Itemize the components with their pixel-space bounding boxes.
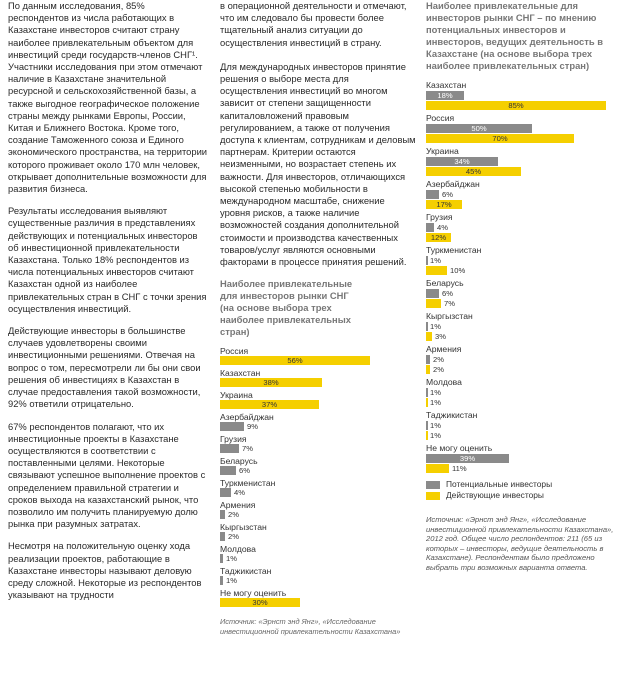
bar-chart-investor-comparison (426, 80, 618, 473)
bar-potential (426, 388, 466, 397)
data-label: 2% (228, 532, 239, 542)
chart-row (220, 544, 416, 563)
bar-potential (426, 454, 509, 463)
category-label: Кыргызстан (220, 522, 267, 533)
chart-row (426, 278, 618, 308)
bar-active (426, 233, 451, 242)
category-label: Армения (426, 344, 462, 354)
chart-row (220, 500, 416, 519)
data-label: 10% (450, 266, 466, 275)
data-label: 39% (459, 454, 476, 463)
chart-source: Источник: «Эрнст энд Янг», «Исследование инвестиционной привлекательности Казахстана», 2012 год. Общее число респондентов: 211 (65 из которых – инвесторы, ведущие деятельность в Казахстане). Респондентам было предложено выбрать три возможных варианта ответа. (426, 515, 614, 572)
bar-potential (426, 157, 498, 166)
category-label: Азербайджан (220, 412, 274, 423)
chart-row (220, 588, 416, 607)
text-column-2 (220, 0, 416, 636)
data-label: 7% (444, 299, 455, 308)
bar-potential (426, 289, 466, 298)
legend-swatch-grey (426, 481, 440, 489)
paragraph: 67% респондентов полагают, что их инвестиционные проекты в Казахстане осуществляются в соответствии с поставленными целями. Некоторые связывают успешное выполнение проектов с определением правильной стратегии и сроков выхода на казахстанский рынок, что позволило им получить планируемую долю рынка при разумных затратах. (8, 420, 206, 530)
legend-swatch-yellow (426, 492, 440, 500)
bar-active (426, 101, 606, 110)
chart-row (220, 346, 416, 365)
data-label: 4% (437, 223, 448, 232)
data-label: 6% (442, 289, 453, 298)
paragraph: Несмотря на положительную оценку хода реализации проектов, работающие в Казахстане инвесторы называют деловую среду сложной. Некоторые из респондентов указывают на трудности (8, 540, 202, 601)
data-label: 17% (436, 200, 452, 209)
bar (220, 356, 370, 365)
data-label: 2% (433, 355, 444, 364)
data-label: 2% (228, 510, 239, 520)
category-label: Не могу оценить (426, 443, 493, 453)
bar-potential (426, 256, 466, 265)
data-label: 1% (430, 431, 441, 440)
chart-row (220, 566, 416, 585)
legend-label: Потенциальные инвесторы (446, 479, 553, 489)
chart-row (426, 146, 618, 176)
bar-active (426, 365, 466, 374)
category-label: Россия (220, 346, 249, 357)
chart-row (426, 311, 618, 341)
bar (220, 554, 260, 563)
chart-row (426, 344, 618, 374)
chart-title-text: Наиболее привлекательные для инвесторов рынки СНГ – по мнению потенциальных инвесторов и инвесторов, ведущих деятельность в Казахстане (426, 0, 603, 59)
chart-subtitle: (на основе выбора трех наиболее привлекательных стран) (426, 48, 593, 71)
bar-potential (426, 322, 466, 331)
data-label: 6% (239, 466, 250, 476)
data-label: 6% (442, 190, 453, 199)
data-label: 37% (261, 400, 278, 410)
category-label: Молдова (220, 544, 256, 555)
chart-row (220, 412, 416, 431)
data-label: 7% (242, 444, 253, 454)
chart-row (220, 456, 416, 475)
data-label: 4% (234, 488, 245, 498)
category-label: Туркменистан (426, 245, 482, 255)
chart-row (220, 368, 416, 387)
chart-row (426, 245, 618, 275)
category-label: Украина (426, 146, 459, 156)
chart-row (220, 434, 416, 453)
paragraph: в операционной деятельности и отмечают, что им следовало бы провести более тщательный анализ ситуации до осуществления инвестиций в страну. (220, 0, 407, 48)
data-label: 1% (430, 388, 441, 397)
bar (220, 422, 260, 431)
bar (220, 598, 300, 607)
data-label: 50% (471, 124, 487, 133)
paragraph: По данным исследования, 85% респондентов из числа работающих в Казахстане инвесторов считают страну наиболее привлекательным объектом для инвестиций среди государств-членов СНГ¹. Участники исследования при этом отмечают наличие в Казахстане значительной ресурсной и сельскохозяйственной базы, а также выгодное географическое положение страны между рынками Европы, России, Китая и Ближнего Востока. Кроме того, создание Таможенного союза и Единого экономического пространства, на территории которого проживает около 170 млн человек, открывает дополнительные возможности для развития бизнеса. (8, 0, 208, 195)
category-label: Грузия (426, 212, 453, 222)
bar-potential (426, 355, 466, 364)
data-label: 3% (435, 332, 446, 341)
category-label: Не могу оценить (220, 588, 287, 599)
bar-potential (426, 91, 464, 100)
category-label: Казахстан (220, 368, 261, 379)
chart-title (426, 0, 618, 72)
category-label: Беларусь (220, 456, 258, 467)
chart-row (426, 212, 618, 242)
chart-row (220, 522, 416, 541)
chart-subtitle: (на основе выбора трех наиболее привлекательных стран) (220, 302, 351, 338)
legend-label: Действующие инвесторы (446, 490, 544, 500)
bar (220, 400, 319, 409)
data-label: 1% (430, 421, 441, 430)
bar-potential (426, 223, 466, 232)
bar-active (426, 332, 466, 341)
data-label: 56% (287, 356, 303, 366)
category-label: Армения (220, 500, 256, 511)
bar (220, 378, 322, 387)
category-label: Казахстан (426, 80, 467, 90)
legend-item-active (426, 490, 618, 501)
data-label: 12% (430, 233, 447, 242)
bar-active (426, 398, 466, 407)
category-label: Молдова (426, 377, 462, 387)
bar (220, 466, 260, 475)
paragraph: Для международных инвесторов принятие решения о выборе места для осуществления инвестиций во многом зависит от степени защищенности капиталовложений правовым регулированием, а также от получения доступа к клиентам, сотрудникам и деловым партнерам. Критерии остаются неизменными, но возрастает степень их важности. Для инвесторов, отличающихся высокой степенью мобильности в международном масштабе, снижение уровня рисков, а также наличие возможностей создания дополнительной стоимости и производства качественных товаров/услуг являются основными факторами в процессе принятия решений. (220, 60, 416, 268)
category-label: Беларусь (426, 278, 464, 288)
chart-row (426, 377, 618, 407)
bar (220, 532, 260, 541)
data-label: 70% (492, 134, 508, 143)
data-label: 85% (508, 101, 524, 110)
category-label: Кыргызстан (426, 311, 473, 321)
paragraph: Результаты исследования выявляют существенные различия в представлениях действующих и потенциальных инвесторов об инвестиционной привлекательности Казахстана. Только 18% респондентов из числа потенциальных инвесторов считают Казахстан одной из наиболее привлекательных стран в СНГ с точки зрения осуществления инвестиций. (8, 205, 207, 314)
chart-column (426, 0, 618, 573)
bar (220, 444, 260, 453)
bar-potential (426, 124, 532, 133)
chart-row (220, 390, 416, 409)
bar (220, 576, 260, 585)
data-label: 11% (452, 464, 467, 473)
data-label: 1% (430, 256, 441, 265)
category-label: Украина (220, 390, 253, 401)
data-label: 2% (433, 365, 444, 374)
data-label: 45% (465, 167, 482, 176)
data-label: 1% (226, 554, 237, 564)
data-label: 38% (263, 378, 279, 388)
chart-row (426, 113, 618, 143)
chart-row (220, 478, 416, 497)
legend-item-potential (426, 479, 618, 490)
category-label: Таджикистан (426, 410, 478, 420)
text-column-1 (8, 0, 208, 611)
bar-active (426, 266, 466, 275)
bar (220, 488, 260, 497)
bar-active (426, 167, 521, 176)
paragraph: Действующие инвесторы в большинстве случаев удовлетворены своими инвестиционными решениями. Отвечая на вопрос о том, пересмотрели ли бы они свои решения об инвестициях в Казахстан в случае предоставления такой возможности, 92% ответили отрицательно. (8, 325, 201, 410)
category-label: Азербайджан (426, 179, 480, 189)
data-label: 1% (430, 398, 441, 407)
category-label: Туркменистан (220, 478, 276, 489)
chart-row (426, 80, 618, 110)
category-label: Грузия (220, 434, 247, 445)
chart-title (220, 278, 416, 338)
chart-row (426, 179, 618, 209)
chart-row (426, 410, 618, 440)
chart-source: Источник: «Эрнст энд Янг», «Исследование инвестиционной привлекательности Казахстана» (220, 617, 401, 636)
category-label: Россия (426, 113, 455, 123)
data-label: 1% (226, 576, 237, 586)
bar-potential (426, 190, 466, 199)
data-label: 9% (247, 422, 258, 432)
data-label: 30% (252, 598, 268, 608)
data-label: 34% (454, 157, 470, 166)
chart-row (426, 443, 618, 473)
chart-legend (426, 479, 618, 501)
data-label: 18% (437, 91, 453, 100)
bar-chart-cis-markets (220, 346, 416, 607)
bar-active (426, 299, 466, 308)
bar-potential (426, 421, 466, 430)
bar-active (426, 200, 462, 209)
bar-active (426, 134, 574, 143)
bar-active (426, 464, 466, 473)
bar-active (426, 431, 466, 440)
data-label: 1% (430, 322, 441, 331)
bar (220, 510, 260, 519)
chart-title-text: Наиболее привлекательные для инвесторов рынки СНГ (220, 278, 353, 302)
category-label: Таджикистан (220, 566, 272, 577)
